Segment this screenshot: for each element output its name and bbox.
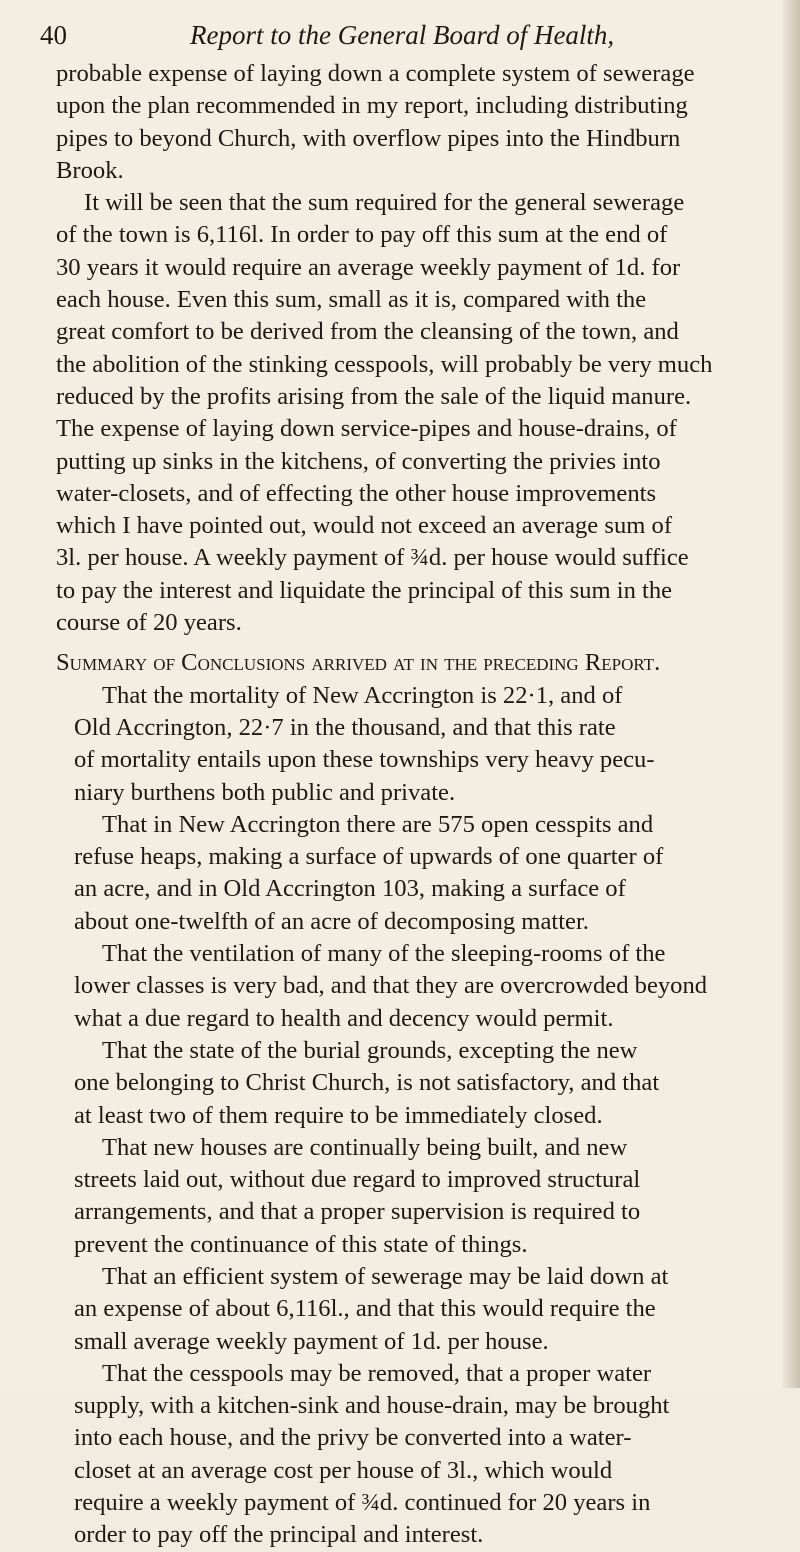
text-line: an acre, and in Old Accrington 103, making a surface of: [74, 875, 626, 903]
text-line: course of 20 years.: [56, 609, 242, 637]
text-line: which I have pointed out, would not exceed an average sum of: [56, 512, 673, 540]
text-line: upon the plan recommended in my report, including distributing: [56, 92, 688, 120]
text-line: about one-twelfth of an acre of decomposing matter.: [74, 907, 589, 935]
text-line: the abolition of the stinking cesspools, will probably be very much: [56, 350, 713, 378]
page-edge: [782, 0, 800, 1388]
text-line: That new houses are continually being built, and new: [102, 1133, 628, 1161]
paragraph: [56, 1132, 762, 1261]
text-line: require a weekly payment of ¾d. continued for 20 years in: [74, 1489, 651, 1517]
text-line: prevent the continuance of this state of things.: [74, 1230, 528, 1258]
text-line: what a due regard to health and decency would permit.: [74, 1004, 614, 1032]
paragraph: [56, 680, 762, 809]
text-line: pipes to beyond Church, with overflow pipes into the Hindburn: [56, 124, 681, 152]
text-line: That an efficient system of sewerage may be laid down at: [102, 1262, 669, 1290]
text-line: refuse heaps, making a surface of upwards of one quarter of: [74, 843, 664, 871]
text-line: Brook.: [56, 156, 124, 184]
paragraph: [56, 1358, 762, 1552]
text-line: streets laid out, without due regard to improved structural: [74, 1166, 641, 1194]
paragraph: [56, 809, 762, 938]
text-line: Old Accrington, 22·7 in the thousand, and that this rate: [74, 713, 616, 741]
paragraph: [56, 187, 762, 639]
text-line: order to pay off the principal and interest.: [74, 1521, 484, 1549]
text-line: The expense of laying down service-pipes and house-drains, of: [56, 415, 677, 443]
paragraph: [56, 1035, 762, 1132]
text-line: That the ventilation of many of the sleeping-rooms of the: [102, 940, 666, 968]
text-line: arrangements, and that a proper supervision is required to: [74, 1198, 641, 1226]
text-line: to pay the interest and liquidate the principal of this sum in the: [56, 576, 673, 604]
text-line: of mortality entails upon these townships very heavy pecu-: [74, 746, 655, 774]
text-line: 30 years it would require an average weekly payment of 1d. for: [56, 253, 681, 281]
text-line: That the mortality of New Accrington is 22·1, and of: [102, 681, 623, 709]
paragraph: [56, 938, 762, 1035]
text-line: water-closets, and of effecting the other house improvements: [56, 479, 657, 507]
running-title: Report to the General Board of Health,: [190, 20, 615, 50]
summary-section: [56, 647, 762, 1551]
text-line: supply, with a kitchen-sink and house-drain, may be brought: [74, 1392, 670, 1420]
text-line: one belonging to Christ Church, is not satisfactory, and that: [74, 1069, 660, 1097]
text-line: That the state of the burial grounds, excepting the new: [102, 1036, 638, 1064]
text-line: That in New Accrington there are 575 open cesspits and: [102, 810, 654, 838]
text-line: probable expense of laying down a complete system of sewerage: [56, 60, 695, 87]
text-line: into each house, and the privy be converted into a water-: [74, 1424, 632, 1452]
text-line: putting up sinks in the kitchens, of converting the privies into: [56, 447, 661, 475]
text-line: closet at an average cost per house of 3l., which would: [74, 1456, 613, 1484]
text-line: an expense of about 6,116l., and that this would require the: [74, 1295, 656, 1323]
summary-heading: Summary of Conclusions arrived at in the preceding Report.: [56, 649, 661, 677]
text-line: niary burthens both public and private.: [74, 778, 456, 806]
text-line: each house. Even this sum, small as it is, compared with the: [56, 286, 647, 314]
page-header: [40, 20, 760, 60]
text-line: 3l. per house. A weekly payment of ¾d. per house would suffice: [56, 544, 689, 572]
paragraph: [56, 1261, 762, 1358]
page-body: [56, 58, 762, 1552]
text-line: great comfort to be derived from the cleansing of the town, and: [56, 318, 679, 346]
text-line: at least two of them require to be immediately closed.: [74, 1101, 603, 1129]
text-line: lower classes is very bad, and that they are overcrowded beyond: [74, 972, 708, 1000]
text-line: of the town is 6,116l. In order to pay off this sum at the end of: [56, 221, 668, 249]
page-number: 40: [40, 20, 67, 50]
text-line: It will be seen that the sum required for the general sewerage: [84, 189, 685, 217]
text-line: small average weekly payment of 1d. per house.: [74, 1327, 549, 1355]
text-line: reduced by the profits arising from the sale of the liquid manure.: [56, 382, 692, 410]
paragraph: [56, 58, 762, 187]
text-line: That the cesspools may be removed, that a proper water: [102, 1359, 652, 1387]
